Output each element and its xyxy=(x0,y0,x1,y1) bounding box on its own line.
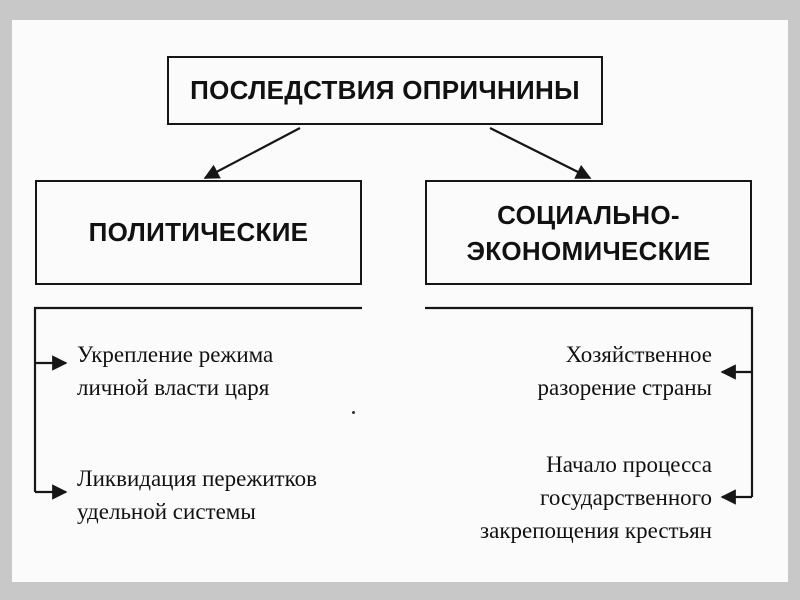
arrow-to-political xyxy=(205,128,300,178)
right-item-2-line1: Начало процесса xyxy=(546,452,712,477)
right-item-1 xyxy=(538,338,712,404)
right-item-2-line3: закрепощения крестьян xyxy=(480,518,712,543)
left-item-2-line2: удельной системы xyxy=(77,499,256,524)
left-item-1-line2: личной власти царя xyxy=(77,375,270,400)
political-category-box xyxy=(35,180,362,285)
right-item-1-line2: разорение страны xyxy=(537,375,712,400)
socioeconomic-label-line1: СОЦИАЛЬНО- xyxy=(497,199,680,230)
left-item-1-line1: Укрепление режима xyxy=(77,342,274,367)
right-item-1-line1: Хозяйственное xyxy=(565,342,712,367)
left-item-1 xyxy=(77,338,273,404)
left-item-2-line1: Ликвидация пережитков xyxy=(77,466,317,491)
right-item-2 xyxy=(480,448,712,547)
title-box xyxy=(167,56,603,125)
right-item-2-line2: государственного xyxy=(540,485,712,510)
socioeconomic-category-box xyxy=(425,180,752,285)
arrow-to-socioeconomic xyxy=(490,128,590,178)
diagram-title: ПОСЛЕДСТВИЯ ОПРИЧНИНЫ xyxy=(190,75,580,105)
left-item-2 xyxy=(77,462,317,528)
stray-dot xyxy=(352,411,355,414)
socioeconomic-label-line2: ЭКОНОМИЧЕСКИЕ xyxy=(466,235,711,266)
political-category-label: ПОЛИТИЧЕСКИЕ xyxy=(88,217,309,247)
